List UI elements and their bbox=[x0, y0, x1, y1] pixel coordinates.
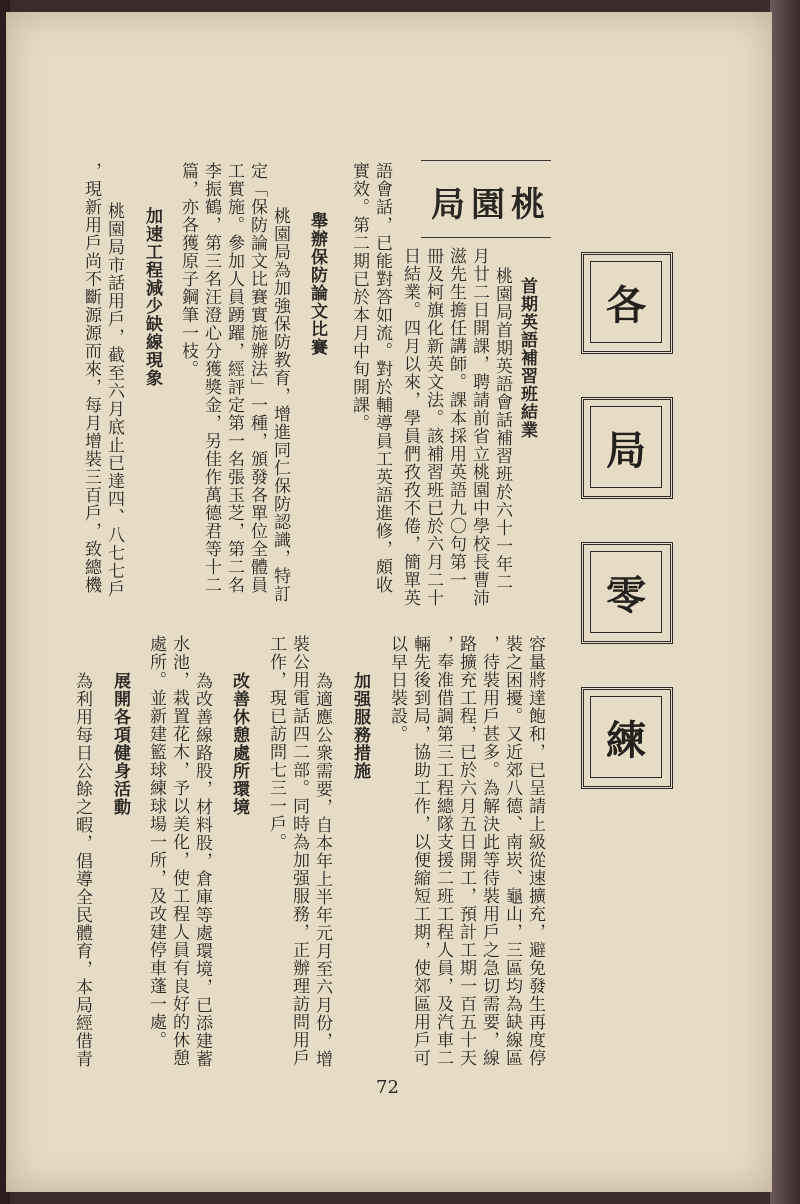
side-title-char: 各 bbox=[590, 261, 662, 343]
english-body-7: 實效。第二期已於本月中旬開課。 bbox=[349, 162, 369, 432]
title-rule-bottom bbox=[421, 237, 551, 238]
essay-body-5: 篇，亦各獲原子鋼筆一枝。 bbox=[178, 162, 198, 378]
heading-service: 加强服務措施 bbox=[350, 672, 370, 780]
cont-body-3: ，待裝用戶甚多。為解決此等待裝用戶之急切需要，線 bbox=[479, 635, 499, 1067]
env-body-1: 為改善線路股，材料股，倉庫等處環境，已添建蓄 bbox=[192, 672, 212, 1068]
heading-sports: 展開各項健身活動 bbox=[110, 672, 130, 816]
english-body-6: 語會話，已能對答如流。對於輔導員工英語進修，頗收 bbox=[372, 162, 392, 594]
cont-body-5: ，奉准借調第三工程總隊支援二班工程人員，及汽車二 bbox=[433, 635, 453, 1067]
env-body-3: 處所。並新建籃球練球場一所，及改建停車蓬一處。 bbox=[146, 635, 166, 1049]
side-title-char: 零 bbox=[590, 551, 662, 633]
english-body-2: 月廿二日開課，聘請前省立桃園中學校長曹沛 bbox=[469, 247, 489, 607]
english-body-3: 滋先生擔任講師。課本採用英語九〇句第一 bbox=[446, 247, 466, 589]
heading-english-class: 首期英語補習班結業 bbox=[517, 277, 537, 439]
side-title-char: 局 bbox=[590, 406, 662, 488]
heading-essay-contest: 舉辦保防論文比賽 bbox=[307, 212, 327, 356]
side-title-char: 練 bbox=[590, 696, 662, 778]
english-body-4: 冊及柯旗化新英文法。該補習班已於六月二十 bbox=[423, 247, 443, 607]
service-body-3: 工作，現已訪問七三一戶。 bbox=[266, 635, 286, 851]
cont-body-4: 路擴充工程，已於六月五日開工，預計工期一百五十天 bbox=[456, 635, 476, 1067]
title-rule-top bbox=[421, 160, 551, 161]
english-body-1: 桃園局首期英語會話補習班於六十一年二 bbox=[492, 267, 512, 591]
essay-body-2: 定「保防論文比賽實施辦法」一種，頒發各單位全體員 bbox=[247, 162, 267, 594]
section-title: 桃園局 bbox=[431, 185, 551, 225]
side-title-box-3 bbox=[581, 542, 673, 644]
side-title-box-2 bbox=[581, 397, 673, 499]
service-body-2: 裝公用電話四二部。同時為加强服務，正辦理訪問用戶 bbox=[289, 635, 309, 1067]
env-body-2: 水池，栽置花木，予以美化，使工程人員有良好的休憩 bbox=[169, 635, 189, 1067]
book-spine-right bbox=[770, 0, 800, 1204]
essay-body-4: 李振鶴，第三名汪澄心分獲獎金，另佳作萬德君等十二 bbox=[201, 162, 221, 594]
side-title-box-4 bbox=[581, 687, 673, 789]
book-page bbox=[6, 12, 772, 1192]
cont-body-1: 容量將達飽和，已呈請上級從速擴充，避免發生再度停 bbox=[525, 635, 545, 1067]
sports-body-1: 為利用每日公餘之暇，倡導全民體育，本局經借青 bbox=[72, 672, 92, 1068]
heading-environment: 改善休憩處所環境 bbox=[229, 672, 249, 816]
essay-body-3: 工實施。參加人員踴躍，經評定第一名張玉芝，第二名 bbox=[224, 162, 244, 594]
line-body-1: 桃園局市話用戶，截至六月底止已達四、八七七戶 bbox=[104, 202, 124, 598]
essay-body-1: 桃園局為加強保防教育，增進同仁保防認識，特訂 bbox=[270, 207, 290, 603]
english-body-5: 日結業。四月以來，學員們孜孜不倦，簡單英 bbox=[400, 247, 420, 607]
cont-body-7: 以早日裝設。 bbox=[387, 635, 407, 743]
heading-line-shortage: 加速工程減少缺線現象 bbox=[142, 207, 162, 387]
service-body-1: 為適應公衆需要，自本年上半年元月至六月份，增 bbox=[312, 672, 332, 1068]
page-number: 72 bbox=[376, 1077, 399, 1098]
line-body-2: ，現新用戶尚不斷源源而來，每月增裝三百戶，致總機 bbox=[81, 162, 101, 594]
cont-body-2: 裝之困擾。又近郊八德、南崁、龜山，三區均為缺線區 bbox=[502, 635, 522, 1067]
side-title-box-1 bbox=[581, 252, 673, 354]
cont-body-6: 輛先後到局，協助工作，以便縮短工期，使郊區用戶可 bbox=[410, 635, 430, 1067]
